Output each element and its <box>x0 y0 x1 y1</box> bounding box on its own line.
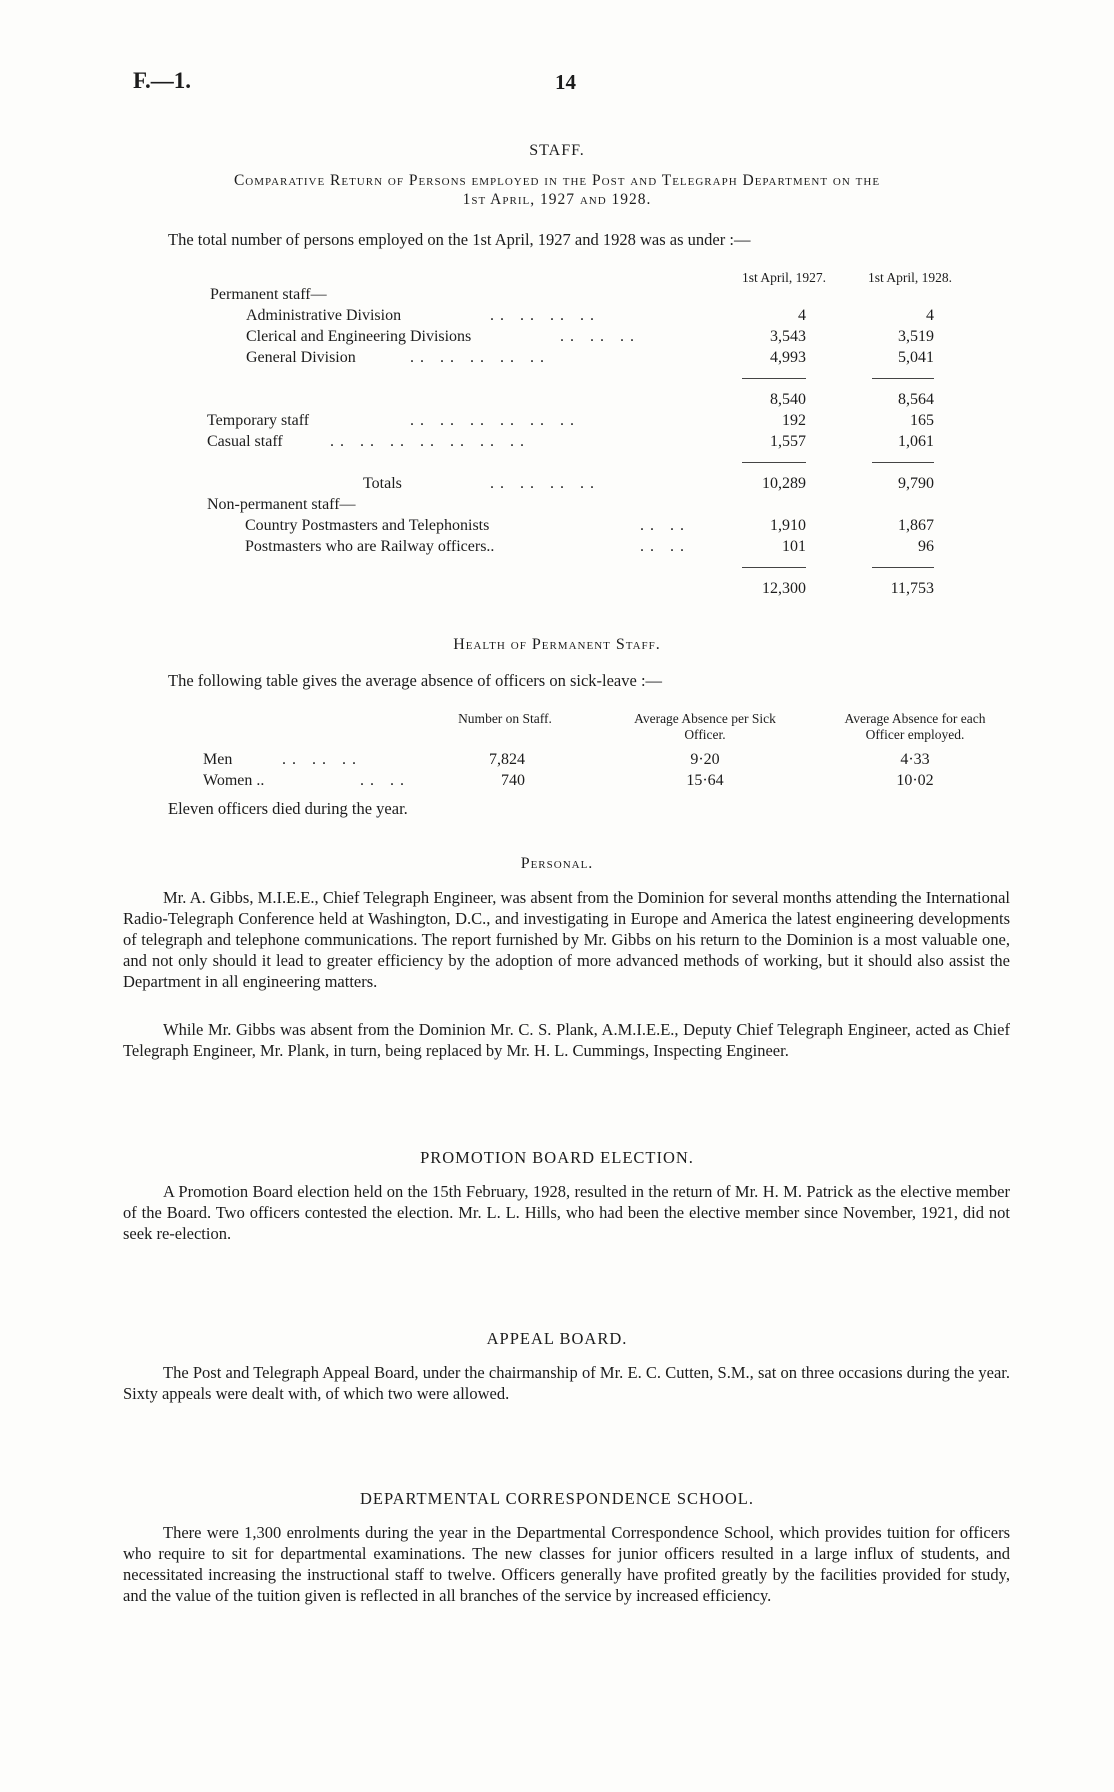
value-1927: 192 <box>782 412 806 429</box>
non-permanent-staff-label: Non-permanent staff— <box>207 496 356 513</box>
leader-dots: .. .. .. .. .. .. <box>410 412 580 429</box>
leader-dots: .. .. <box>640 517 690 534</box>
sum-rule <box>742 567 806 568</box>
leader-dots: .. .. .. .. .. <box>410 349 550 366</box>
health-note: Eleven officers died during the year. <box>168 799 408 818</box>
value-1927: 1,910 <box>770 517 806 534</box>
appeal-heading: APPEAL BOARD. <box>486 1329 628 1348</box>
permanent-staff-label: Permanent staff— <box>210 286 327 303</box>
totals-1928: 9,790 <box>898 475 934 492</box>
men-per-officer: 4·33 <box>900 751 930 768</box>
row-label-men: Men <box>203 751 233 768</box>
value-1928: 4 <box>926 307 934 324</box>
column-header-1928: 1st April, 1928. <box>867 270 952 285</box>
grand-total-1928: 11,753 <box>890 580 934 597</box>
women-per-officer: 10·02 <box>896 772 934 789</box>
subtotal-1927: 8,540 <box>770 391 806 408</box>
appeal-paragraph: The Post and Telegraph Appeal Board, under the chairmanship of Mr. E. C. Cutten, S.M., sat on three occasions during the year. Sixty appeals were dealt with, of which two were allowed. <box>123 1363 1010 1403</box>
column-header-per-sick: Average Absence per Sick Officer. <box>634 711 776 742</box>
column-header-1927: 1st April, 1927. <box>741 270 826 285</box>
row-label: Postmasters who are Railway officers.. <box>245 538 495 555</box>
health-intro: The following table gives the average absence of officers on sick-leave :— <box>168 671 663 690</box>
leader-dots: .. .. <box>360 772 410 789</box>
leader-dots: .. .. .. <box>560 328 640 345</box>
men-staff-count: 7,824 <box>489 751 525 768</box>
staff-subtitle-line1: Comparative Return of Persons employed in the Post and Telegraph Department on the <box>233 172 881 189</box>
sum-rule <box>742 462 806 463</box>
sum-rule <box>872 567 934 568</box>
value-1928: 165 <box>910 412 934 429</box>
value-1928: 3,519 <box>898 328 934 345</box>
leader-dots: .. .. .. <box>282 751 362 768</box>
value-1928: 1,867 <box>898 517 934 534</box>
leader-dots: .. .. .. .. .. .. .. <box>330 433 530 450</box>
value-1927: 3,543 <box>770 328 806 345</box>
grand-total-1927: 12,300 <box>762 580 806 597</box>
sum-rule <box>872 378 934 379</box>
value-1927: 101 <box>782 538 806 555</box>
correspondence-paragraph: There were 1,300 enrolments during the year in the Departmental Correspondence School, which provides tuition for officers who require to sit for departmental examinations. The new classes for junior officers resulted in a large influx of students, and necessitated increasing the instructional staff to twelve. Officers generally have profited greatly by the facilities provided for study, and the value of the tuition given is reflected in all branches of the service by increased efficiency. <box>123 1523 1010 1605</box>
value-1928: 5,041 <box>898 349 934 366</box>
leader-dots: .. .. <box>640 538 690 555</box>
row-label: Clerical and Engineering Divisions <box>246 328 472 345</box>
totals-label: Totals <box>363 475 402 492</box>
personal-paragraph-1: Mr. A. Gibbs, M.I.E.E., Chief Telegraph Engineer, was absent from the Dominion for several months attending the International Radio-Telegraph Conference held at Washington, D.C., and investigating in Europe and America the latest engineering developments of telegraph and telephone communications. The report furnished by Mr. Gibbs on his return to the Dominion is a most valuable one, and not only should it lead to greater efficiency by the adoption of more advanced methods of working, but it should also assist the Department in all engineering matters. <box>123 888 1010 991</box>
value-1928: 96 <box>918 538 934 555</box>
correspondence-heading: DEPARTMENTAL CORRESPONDENCE SCHOOL. <box>359 1489 755 1508</box>
personal-paragraph-2: While Mr. Gibbs was absent from the Dominion Mr. C. S. Plank, A.M.I.E.E., Deputy Chief Telegraph Engineer, acted as Chief Telegraph Engineer, Mr. Plank, in turn, being replaced by Mr. H. L. Cummings, Inspecting Engineer. <box>123 1020 1010 1060</box>
leader-dots: .. .. .. .. <box>490 475 600 492</box>
temporary-staff-label: Temporary staff <box>207 412 310 429</box>
row-label-women: Women .. <box>203 772 265 789</box>
women-per-sick: 15·64 <box>686 772 724 789</box>
value-1927: 1,557 <box>770 433 806 450</box>
row-label: Administrative Division <box>246 307 402 324</box>
totals-1927: 10,289 <box>762 475 806 492</box>
sum-rule <box>872 462 934 463</box>
promotion-paragraph: A Promotion Board election held on the 15th February, 1928, resulted in the return of Mr. H. M. Patrick as the elective member of the Board. Two officers contested the election. Mr. L. L. Hills, who had been the elective member since November, 1921, did not seek re-election. <box>123 1182 1010 1243</box>
personal-heading: Personal. <box>520 855 594 872</box>
promotion-heading: PROMOTION BOARD ELECTION. <box>420 1148 694 1167</box>
casual-staff-label: Casual staff <box>207 433 283 450</box>
value-1928: 1,061 <box>898 433 934 450</box>
value-1927: 4,993 <box>770 349 806 366</box>
health-heading: Health of Permanent Staff. <box>453 636 661 653</box>
sum-rule <box>742 378 806 379</box>
men-per-sick: 9·20 <box>690 751 720 768</box>
column-header-number: Number on Staff. <box>458 711 552 726</box>
women-staff-count: 740 <box>501 772 525 789</box>
staff-subtitle-line2: 1st April, 1927 and 1928. <box>462 191 652 208</box>
page-number: 14 <box>555 70 576 94</box>
staff-heading: STAFF. <box>529 142 585 159</box>
subtotal-1928: 8,564 <box>898 391 934 408</box>
column-header-per-officer: Average Absence for each Officer employed. <box>844 711 986 742</box>
row-label: Country Postmasters and Telephonists <box>245 517 490 534</box>
row-label: General Division <box>246 349 356 366</box>
value-1927: 4 <box>798 307 806 324</box>
document-reference: F.—1. <box>133 68 191 93</box>
staff-intro: The total number of persons employed on the 1st April, 1927 and 1928 was as under :— <box>168 230 751 249</box>
leader-dots: .. .. .. .. <box>490 307 600 324</box>
